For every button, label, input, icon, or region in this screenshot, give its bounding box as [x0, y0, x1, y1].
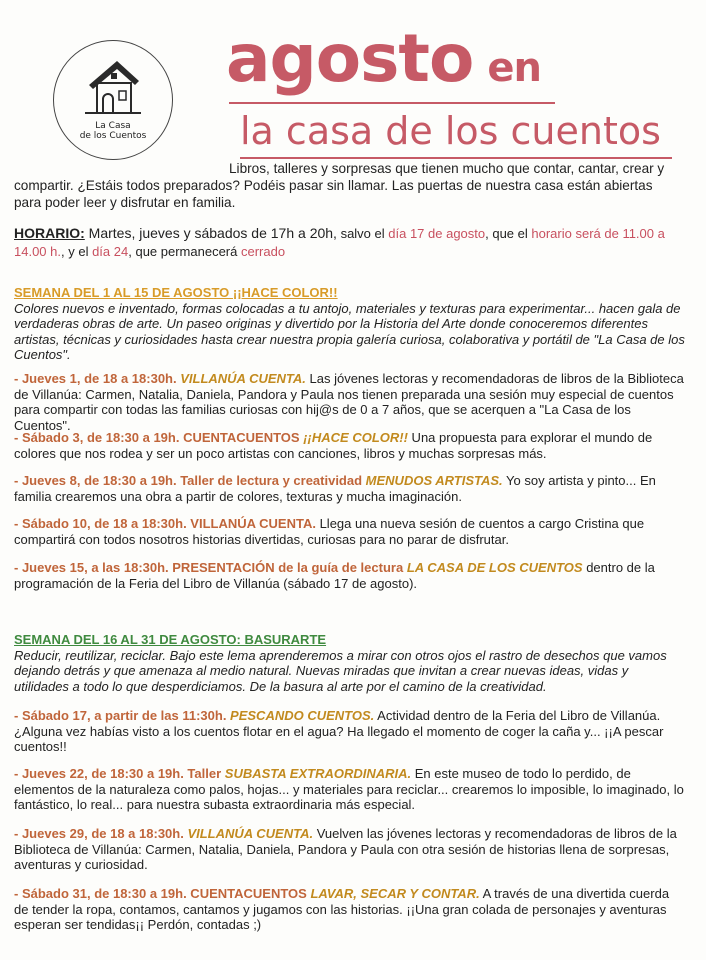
- title-line-1: [226, 14, 541, 113]
- event-item: - Jueves 22, de 18:30 a 19h. Taller SUBASTA EXTRAORDINARIA. En este museo de todo lo perdido, de elementos de la naturaleza como palos, hojas... y materiales para reciclar... crearemos lo imposible, lo imaginado, lo fantástico, lo real... para nuestra subasta extraordinaria más especial.: [14, 766, 684, 812]
- logo-line-2: de los Cuentos: [79, 131, 147, 141]
- title-underline-2: [240, 157, 672, 159]
- schedule-special-hours: horario será de 11.00 a 14.00 h.: [14, 226, 665, 259]
- week1-description: Colores nuevos e inventado, formas colocadas a tu antojo, materiales y texturas para experimentar... hacen gala de verdaderas obras de arte. Un paseo originas y divertido por la Historia del Arte donde conoceremos diferentes artistas, técnicas y curiosidades hasta crear nuestra propia galería curiosa, colaborativa y portátil de "La Casa de los Cuentos".: [14, 300, 685, 362]
- event-item: - Jueves 8, de 18:30 a 19h. Taller de lectura y creatividad MENUDOS ARTISTAS. Yo soy artista y pinto... En familia crearemos una obra a partir de colores, texturas y mucha imaginación.: [14, 473, 656, 504]
- event-item: - Jueves 29, de 18 a 18:30h. VILLANÚA CUENTA. Vuelven las jóvenes lectoras y recomendadoras de libros de la Biblioteca de Villanúa: Carmen, Natalia, Daniela, Pandora y Paula con otra sesión de historias llena de sorpresas, aventuras y curiosidad.: [14, 826, 677, 872]
- schedule-text: salvo el: [336, 226, 389, 241]
- schedule-closed: cerrado: [240, 244, 286, 259]
- event-item: - Sábado 17, a partir de las 11:30h. PESCANDO CUENTOS. Actividad dentro de la Feria del Libro de Villanúa. ¿Alguna vez habías visto a los cuentos flotar en el agua? Ha llegado el momento de coger la caña y... ¡¡A pescar cuentos!!: [14, 708, 664, 754]
- logo-line-1: La Casa: [95, 121, 131, 131]
- logo-text: [54, 121, 172, 141]
- week1-heading: SEMANA DEL 1 AL 15 DE AGOSTO ¡¡HACE COLOR!!: [14, 285, 338, 300]
- schedule-text: , que permanecerá: [128, 244, 241, 259]
- schedule-date-17: día 17 de agosto: [388, 226, 486, 241]
- event-item: - Jueves 15, a las 18:30h. PRESENTACIÓN de la guía de lectura LA CASA DE LOS CUENTOS dentro de la programación de la Feria del Libro de Villanúa (sábado 17 de agosto).: [14, 560, 655, 591]
- schedule-hours: Martes, jueves y sábados de 17h a 20h,: [84, 225, 337, 241]
- house-icon: [81, 55, 145, 117]
- schedule-text: , que el: [485, 226, 532, 241]
- event-item: - Jueves 1, de 18 a 18:30h. VILLANÚA CUENTA. Las jóvenes lectoras y recomendadoras de libros de la Biblioteca de Villanúa: Carmen, Natalia, Daniela, Pandora y Paula nos tienen preparada una sesión muy especial de cuentos para compartir con todas las familias curiosas con hij@s de 0 a 7 años, que se acerquen a "La Casa de los Cuentos".: [14, 371, 684, 433]
- title-word-agosto: agosto: [226, 20, 474, 97]
- week2-description: Reducir, reutilizar, reciclar. Bajo este lema aprenderemos a mirar con otros ojos el rastro de desechos que vamos dejando detrás y que amenaza al medio natural. Nuevas miradas que invitan a crear nuevas ideas, vidas y utilidades a todo lo que desperdiciamos. De la basura al arte por el camino de la creatividad.: [14, 647, 667, 694]
- intro-line-1: Libros, talleres y sorpresas que tienen mucho que contar, cantar, crear y: [229, 161, 665, 176]
- schedule-label: HORARIO:: [14, 225, 85, 241]
- intro-paragraph: [14, 160, 682, 211]
- event-item: - Sábado 3, de 18:30 a 19h. CUENTACUENTOS ¡¡HACE COLOR!! Una propuesta para explorar el mundo de colores que nos rodea y ser un poco artistas con canciones, libros y muchas sorpresas más.: [14, 430, 653, 461]
- schedule-date-24: día 24: [92, 244, 129, 259]
- week1-section: [14, 285, 686, 363]
- event-item: - Sábado 10, de 18 a 18:30h. VILLANÚA CUENTA. Llega una nueva sesión de cuentos a cargo Cristina que compartirá con todos nosotros historias divertidas, curiosas para no parar de disfrutar.: [14, 516, 645, 547]
- schedule-text: , y el: [61, 244, 93, 259]
- week2-section: [14, 632, 686, 694]
- intro-line-3: para poder leer y disfrutar en familia.: [14, 195, 236, 210]
- schedule: [14, 224, 674, 261]
- event-item: - Sábado 31, de 18:30 a 19h. CUENTACUENTOS LAVAR, SECAR Y CONTAR. A través de una divertida cuerda de tender la ropa, contamos, cantamos y jugamos con las historias. ¡¡Una gran colada de personajes y aventuras esperan ser tendidas¡¡ Perdón, contadas ;): [14, 886, 670, 932]
- intro-line-2: compartir. ¿Estáis todos preparados? Podéis pasar sin llamar. Las puertas de nuestra casa están abiertas: [14, 178, 653, 193]
- title-line-2: la casa de los cuentos: [240, 109, 661, 153]
- title-word-en: en: [487, 45, 541, 91]
- logo: [53, 40, 173, 160]
- week2-heading: SEMANA DEL 16 AL 31 DE AGOSTO: BASURARTE: [14, 632, 327, 647]
